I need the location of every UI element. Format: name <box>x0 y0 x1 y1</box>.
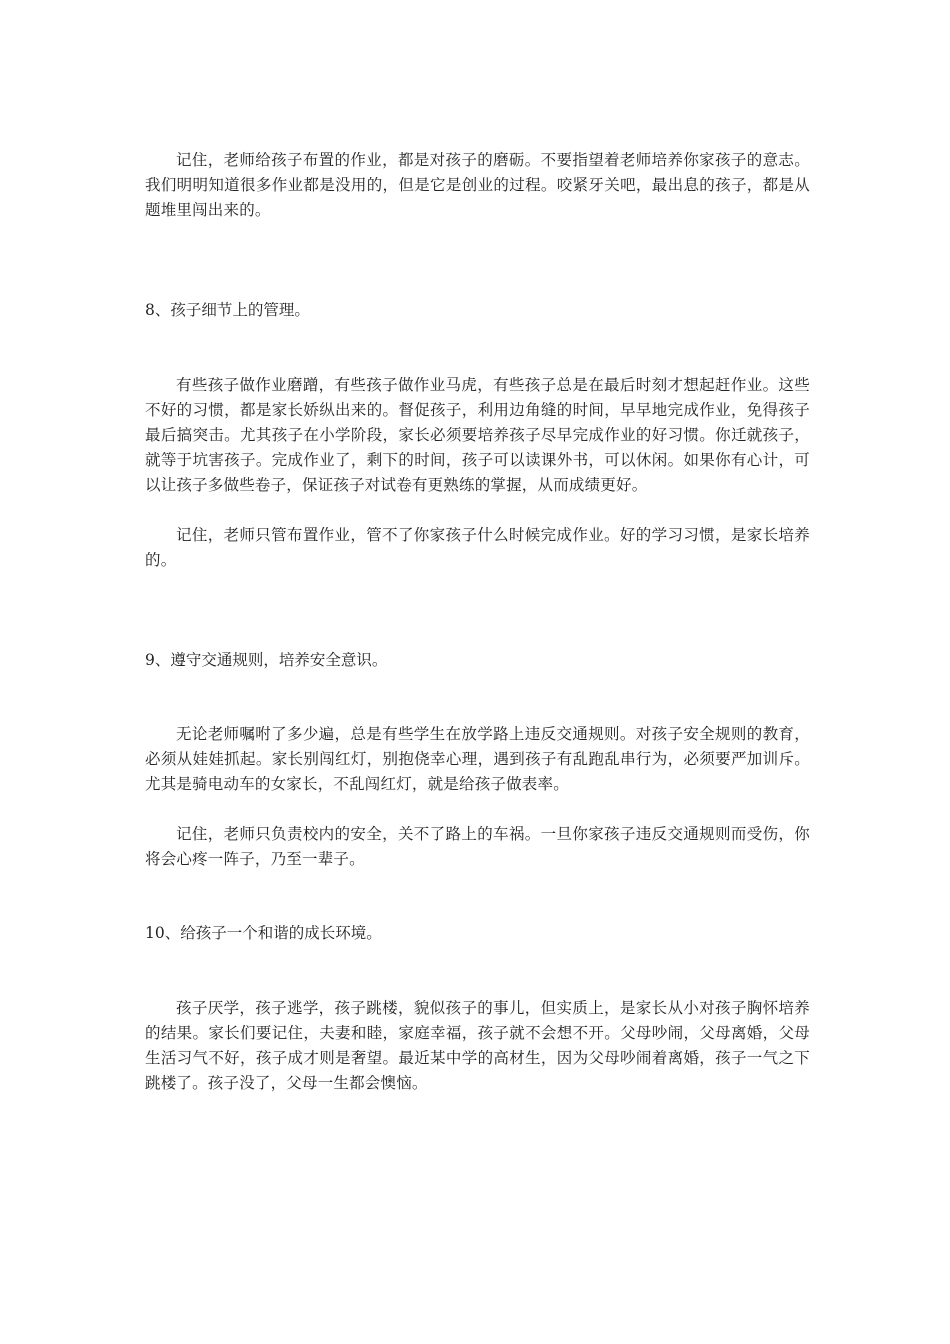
paragraph-harmonious-environment: 孩子厌学，孩子逃学，孩子跳楼，貌似孩子的事儿，但实质上，是家长从小对孩子胸怀培养的结果。家长们要记住，夫妻和睦，家庭幸福，孩子就不会想不开。父母吵闹，父母离婚，父母生活习气不好，孩子成才则是奢望。最近某中学的高材生，因为父母吵闹着离婚，孩子一气之下跳楼了。孩子没了，父母一生都会懊恼。 <box>145 999 810 1092</box>
paragraph-traffic-rules: 无论老师嘱咐了多少遍，总是有些学生在放学路上违反交通规则。对孩子安全规则的教育，必须从娃娃抓起。家长别闯红灯，别抱侥幸心理，遇到孩子有乱跑乱串行为，必须要严加训斥。尤其是骑电动车的女家长，不乱闯红灯，就是给孩子做表率。 <box>145 725 810 793</box>
section-heading-9: 9、遵守交通规则，培养安全意识。 <box>145 651 388 669</box>
paragraph-safety-reminder: 记住，老师只负责校内的安全，关不了路上的车祸。一旦你家孩子违反交通规则而受伤，你将会心疼一阵子，乃至一辈子。 <box>145 825 810 868</box>
paragraph-detail-management: 有些孩子做作业磨蹭，有些孩子做作业马虎，有些孩子总是在最后时刻才想起赶作业。这些不好的习惯，都是家长娇纵出来的。督促孩子，利用边角缝的时间，早早地完成作业，免得孩子最后搞突击。尤其孩子在小学阶段，家长必须要培养孩子尽早完成作业的好习惯。你迁就孩子，就等于坑害孩子。完成作业了，剩下的时间，孩子可以读课外书，可以休闲。如果你有心计，可以让孩子多做些卷子，保证孩子对试卷有更熟练的掌握，从而成绩更好。 <box>145 376 810 494</box>
paragraph-study-habits-reminder: 记住，老师只管布置作业，管不了你家孩子什么时候完成作业。好的学习习惯，是家长培养的。 <box>145 526 810 569</box>
section-heading-8: 8、孩子细节上的管理。 <box>145 301 310 319</box>
section-heading-10: 10、给孩子一个和谐的成长环境。 <box>145 924 382 942</box>
paragraph-homework-reminder: 记住，老师给孩子布置的作业，都是对孩子的磨砺。不要指望着老师培养你家孩子的意志。我们明明知道很多作业都是没用的，但是它是创业的过程。咬紧牙关吧，最出息的孩子，都是从题堆里闯出来的。 <box>145 151 810 219</box>
